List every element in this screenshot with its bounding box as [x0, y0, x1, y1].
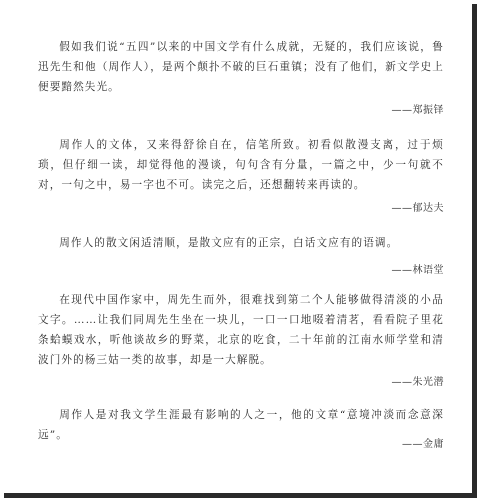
quote-zhu-guangqian [38, 290, 444, 388]
quote-zheng-zhenduo [38, 37, 444, 116]
quote-author: ——郑振铎 [391, 105, 444, 116]
quote-author: ——郁达夫 [391, 203, 444, 214]
quote-author: ——金庸 [402, 439, 444, 450]
quote-text: 周作人的文体，又来得舒徐自在，信笔所致。初看似散漫支离，过于烦琐，但仔细一读，却觉得他的漫谈，句句含有分量，一篇之中，少一句就不对，一句之中，易一字也不可。读完之后，还想翻转来再读的。 [38, 139, 444, 191]
quote-jin-yong [38, 405, 444, 450]
page-shadow-right [472, 4, 477, 497]
quote-text: 在现代中国作家中，周先生而外，很难找到第二个人能够做得清淡的小品文字。……让我们同周先生坐在一块儿，一口一口地啜着清茗，看看院子里花条蛤蟆戏水，听他谈故乡的野菜，北京的吃食，二十年前的江南水师学堂和清波门外的杨三姑一类的故事，却是一大解脱。 [38, 294, 444, 366]
quote-yu-dafu [38, 135, 444, 214]
quote-text: 周作人的散文闲适清顺，是散文应有的正宗，白话文应有的语调。 [59, 237, 399, 249]
quote-author: ——林语堂 [391, 265, 444, 276]
quote-text: 假如我们说“五四”以来的中国文学有什么成就，无疑的，我们应该说，鲁迅先生和他（周作人），是两个颠扑不破的巨石重镇；没有了他们，新文学史上便要黯然失光。 [38, 41, 444, 93]
page-shadow-bottom [4, 493, 477, 498]
quote-text: 周作人是对我文学生涯最有影响的人之一，他的文章“意境冲淡而念意深远”。 [38, 409, 444, 441]
quote-lin-yutang [38, 233, 444, 276]
quote-author: ——朱光潜 [391, 377, 444, 388]
